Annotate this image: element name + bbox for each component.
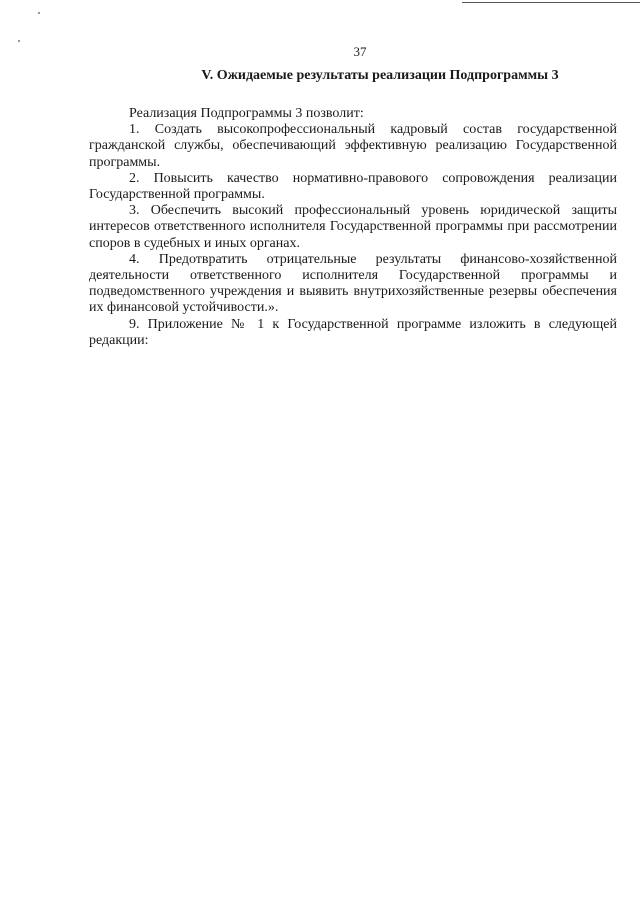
document-body	[89, 106, 617, 349]
paragraph-item-4: 4. Предотвратить отрицательные результаты финансово-хозяйственной деятельности ответственного исполнителя Государственной программы и подведомственного учреждения и выявить внутрихозяйственные резервы обеспечения их финансовой устойчивости.».	[89, 251, 617, 316]
section-title: V. Ожидаемые результаты реализации Подпрограммы 3	[201, 68, 559, 83]
scan-speck	[18, 40, 20, 42]
paragraph-item-9: 9. Приложение № 1 к Государственной программе изложить в следующей редакции:	[89, 316, 617, 348]
page-number: 37	[353, 44, 367, 59]
scan-speck	[38, 12, 40, 14]
paragraph-item-1: 1. Создать высокопрофессиональный кадровый состав государственной гражданской службы, обеспечивающий эффективную реализацию Государственной программы.	[89, 122, 617, 170]
paragraph-item-3: 3. Обеспечить высокий профессиональный уровень юридической защиты интересов ответственного исполнителя Государственной программы при рассмотрении споров в судебных и иных органах.	[89, 203, 617, 251]
scan-edge-line	[462, 2, 640, 3]
paragraph-item-2: 2. Повысить качество нормативно-правового сопровождения реализации Государственной программы.	[89, 170, 617, 203]
paragraph-intro: Реализация Подпрограммы 3 позволит:	[129, 106, 364, 121]
